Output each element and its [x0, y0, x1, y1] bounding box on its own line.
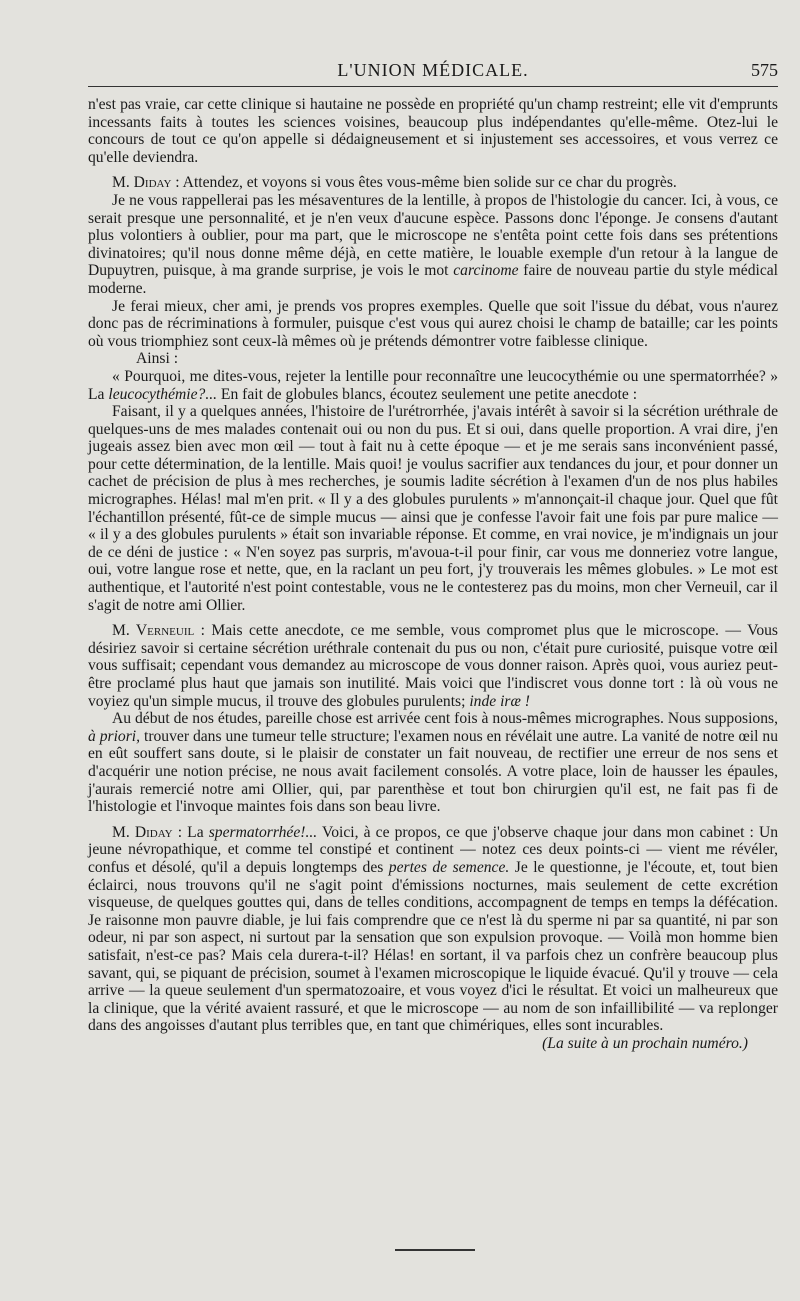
paragraph-7: Faisant, il y a quelques années, l'histoire de l'urétrorrhée, j'avais intérêt à savoir si la sécrétion uréthrale de quelques-uns de mes malades contenait oui ou non du pus. Et si oui, dans quelle proportion. A vrai dire, j'en jugeais assez bien avec mon œil — tout à fait nu à cette époque — et je me serais sans inconvénient passé, pour cette détermination, de la lentille. Mais quoi! je voulus sacrifier aux tendances du jour, et pour donner un cachet de précision de plus à mes recherches, je soumis ladite sécrétion à l'examen d'un de nos plus habiles micrographes. Hélas! mal m'en prit. « Il y a des globules purulents » m'annonçait-il chaque jour. Quel que fût l'échantillon présenté, fût-ce de simple mucus — ainsi que je confesse l'avoir fait une fois par pure malice — « il y a des globules purulents » était son invariable réponse. Et comme, en vrai novice, je m'indignais un jour de ce déni de justice : « N'en soyez pas surpris, m'avoua-t-il pour finir, car vous me donneriez votre langue, oui, votre langue rose et nette, que, en la raclant un peu fort, j'y trouverais les mêmes globules. » Le mot est authentique, et l'autorité n'est point contestable, vous ne le contesterez pas du moins, mon cher Verneuil, car il s'agit de notre ami Ollier.	[88, 403, 778, 614]
page-header	[88, 56, 778, 86]
header-rule	[88, 86, 778, 87]
continued-note: (La suite à un prochain numéro.)	[542, 1034, 748, 1052]
paragraph-2: M. Diday : Attendez, et voyons si vous êtes vous-même bien solide sur ce char du progrès.	[112, 174, 677, 192]
paragraph-5: Ainsi :	[136, 350, 179, 368]
paragraph-3: Je ne vous rappellerai pas les mésaventures de la lentille, à propos de l'histologie du cancer. Ici, à vous, ce serait presque une personnalité, et je n'en veux d'aucune espèce. Passons donc l'éponge. Je consens d'autant plus volontiers à oublier, pour ma part, que le microscope ne s'entêta point cette fois dans ses prétentions divinatoires; qu'il nous donne même déjà, en cette matière, le louable exemple d'un retour à la langue de Dupuytren, puisque, à ma grande surprise, je vois le mot carcinome faire de nouveau partie du style médical moderne.	[88, 191, 778, 297]
paragraph-9: Au début de nos études, pareille chose est arrivée cent fois à nous-mêmes micrographes. Nous supposions, à priori, trouver dans une tumeur telle structure; l'examen nous en révélait une autre. La vanité de notre œil nu en eût souffert sans doute, si le plaisir de constater un fait nouveau, de rectifier une erreur de nos sens et d'acquérir une notion précise, ne nous avait facilement consolés. A votre place, loin de hausser les épaules, j'aurais remercié notre ami Ollier, qui, par parenthèse et tout bon chirurgien qu'il est, ne fait pas fi de l'histologie et l'invoque maintes fois dans son beau livre.	[88, 710, 778, 816]
speaker-name: M. Verneuil :	[112, 622, 205, 640]
paragraph-10: M. Diday : La spermatorrhée!... Voici, à ce propos, ce que j'observe chaque jour dans mon cabinet : Un jeune névropathique, et comme tel constipé et continent — notez ces deux points-ci — vient me révéler, confus et désolé, qu'il a depuis longtemps des pertes de semence. Je le questionne, je l'écoute, et, tout bien éclairci, nous trouvons qu'il ne s'agit point d'émissions nocturnes, mais seulement de cette excrétion visqueuse, de quelques gouttes qui, dans de telles conditions, accompagnent de temps en temps la défécation. Je raisonne mon pauvre diable, je lui fais comprendre que ce n'est là du sperme ni par sa quantité, ni par son odeur, ni par son aspect, ni surtout par la sensation que son expulsion provoque. — Voilà mon homme bien satisfait, n'est-ce pas? Mais cela durera-t-il? Hélas! en sortant, il va parfois chez un confrère beaucoup plus savant, qui, se piquant de précision, soumet à l'examen microscopique le liquide évacué. Qu'il y trouve — cela arrive — la queue seulement d'un spermatozoaire, et vous voyez d'ici le résultat. Et voici un malheureux que la clinique, que la vérité avaient rassuré, et que le microscope — au nom de son infaillibilité — va replonger dans des angoisses d'autant plus terribles que, en tant que chimériques, elles sont incurables.	[88, 823, 779, 1035]
speaker-name: M. Diday :	[112, 823, 183, 841]
article-body	[88, 96, 778, 1052]
speaker-name: M. Diday :	[112, 174, 180, 192]
page-number: 575	[751, 60, 778, 80]
running-title: L'UNION MÉDICALE.	[337, 60, 529, 80]
paragraph-1: n'est pas vraie, car cette clinique si hautaine ne possède en propriété qu'un champ restreint; elle vit d'emprunts incessants faits à toutes les sciences voisines, beaucoup plus indépendantes qu'elle-même. Otez-lui le concours de tout ce qu'on appelle si dédaigneusement et si injustement ses accessoires, et vous verrez ce qu'elle deviendra.	[88, 96, 778, 166]
end-rule	[395, 1249, 475, 1251]
paragraph-8: M. Verneuil : Mais cette anecdote, ce me semble, vous compromet plus que le microscope. — Vous désiriez savoir si certaine sécrétion uréthrale contenait du pus ou non, c'était pure curiosité, puisque votre œil vous suffisait; cependant vous demandez au microscope de vous donner raison. Après quoi, vous auriez peut-être proclamé plus haut que jamais son inutilité. Mais voici que l'indiscret vous donne tort : là où vous ne voyiez qu'un simple mucus, il trouve des globules purulents; inde iræ !	[88, 622, 778, 710]
paragraph-6: « Pourquoi, me dites-vous, rejeter la lentille pour reconnaître une leucocythémie ou une spermatorrhée? » La leucocythémie?... En fait de globules blancs, écoutez seulement une petite anecdote :	[88, 367, 778, 403]
paragraph-4: Je ferai mieux, cher ami, je prends vos propres exemples. Quelle que soit l'issue du débat, vous n'aurez donc pas de récriminations à formuler, puisque c'est vous qui aurez choisi le champ de bataille; car les points où vous triomphiez sont ceux-là mêmes où je prétends démontrer votre faiblesse clinique.	[88, 297, 778, 350]
